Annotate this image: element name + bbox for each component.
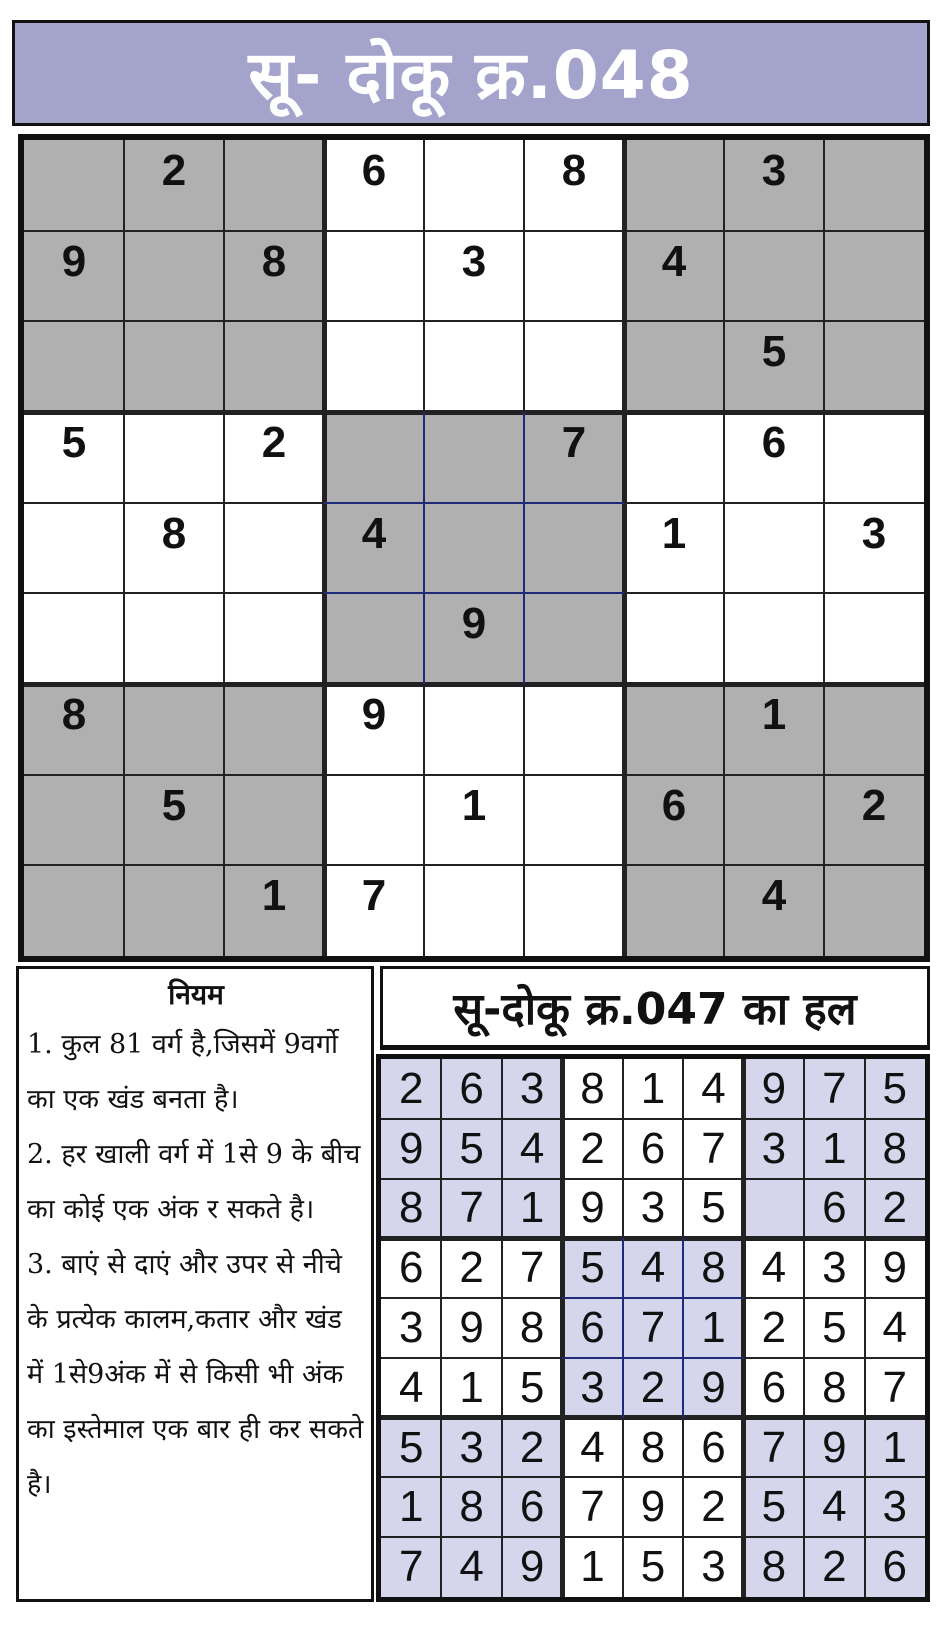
puzzle-grid-line <box>24 682 924 687</box>
puzzle-cell-r2c2 <box>124 231 224 322</box>
solution-cell-r4c3: 7 <box>502 1238 562 1298</box>
puzzle-cell-r2c6 <box>524 231 624 322</box>
solution-cell-r9c8: 2 <box>804 1537 864 1597</box>
sudoku-solution-grid <box>376 1054 930 1602</box>
solution-cell-r2c2: 5 <box>441 1119 501 1179</box>
solution-cell-r9c2: 4 <box>441 1537 501 1597</box>
solution-cell-r3c4: 9 <box>562 1179 622 1239</box>
puzzle-cell-r3c6 <box>524 321 624 412</box>
solution-cell-r6c4: 3 <box>562 1358 622 1418</box>
solution-grid-line <box>381 1536 925 1538</box>
solution-grid-line <box>560 1059 565 1597</box>
solution-cell-r6c6: 9 <box>683 1358 743 1418</box>
puzzle-cell-r4c3: 2 <box>224 412 324 503</box>
puzzle-cell-r5c4: 4 <box>324 503 424 594</box>
puzzle-cell-r6c5: 9 <box>424 593 524 684</box>
solution-cell-r1c4: 8 <box>562 1059 622 1119</box>
solution-cell-r5c3: 8 <box>502 1298 562 1358</box>
puzzle-cell-r3c4 <box>324 321 424 412</box>
puzzle-cell-r8c6 <box>524 775 624 866</box>
solution-cell-r7c8: 9 <box>804 1418 864 1478</box>
solution-cell-r4c7: 4 <box>744 1238 804 1298</box>
puzzle-cell-r7c4: 9 <box>324 684 424 775</box>
solution-cell-r4c6: 8 <box>683 1238 743 1298</box>
solution-cell-r2c3: 4 <box>502 1119 562 1179</box>
solution-cell-r1c6: 4 <box>683 1059 743 1119</box>
solution-cell-r6c2: 1 <box>441 1358 501 1418</box>
puzzle-cell-r2c7: 4 <box>624 231 724 322</box>
puzzle-cell-r6c2 <box>124 593 224 684</box>
solution-cell-r9c6: 3 <box>683 1537 743 1597</box>
puzzle-center-block-line <box>423 412 425 684</box>
puzzle-cell-r2c8 <box>724 231 824 322</box>
solution-cell-r6c3: 5 <box>502 1358 562 1418</box>
solution-cell-r3c9: 2 <box>865 1179 925 1239</box>
puzzle-cell-r6c4 <box>324 593 424 684</box>
solution-cell-r9c4: 1 <box>562 1537 622 1597</box>
puzzle-cell-r1c2: 2 <box>124 140 224 231</box>
solution-cell-r5c5: 7 <box>623 1298 683 1358</box>
puzzle-cell-r2c5: 3 <box>424 231 524 322</box>
puzzle-cell-r1c4: 6 <box>324 140 424 231</box>
solution-cell-r1c7: 9 <box>744 1059 804 1119</box>
puzzle-cell-r1c9 <box>824 140 924 231</box>
solution-title: सू-दोकू क्र.047 का हल <box>380 966 930 1050</box>
puzzle-cell-r5c5 <box>424 503 524 594</box>
solution-cell-r8c7: 5 <box>744 1477 804 1537</box>
solution-cell-r2c8: 1 <box>804 1119 864 1179</box>
puzzle-cell-r4c2 <box>124 412 224 503</box>
solution-cell-r6c5: 2 <box>623 1358 683 1418</box>
solution-cell-r6c9: 7 <box>865 1358 925 1418</box>
puzzle-cell-r3c5 <box>424 321 524 412</box>
puzzle-grid-line <box>24 864 924 866</box>
rule-3: 3. बाएं से दाएं और उपर से नीचे के प्रत्येक कालम,कतार और खंड में 1से9अंक में से किसी भी अंक का इस्तेमाल एक बार ही कर सकते है। <box>27 1249 364 1500</box>
puzzle-cell-r1c6: 8 <box>524 140 624 231</box>
puzzle-cell-r2c1: 9 <box>24 231 124 322</box>
puzzle-cell-r9c2 <box>124 865 224 956</box>
rules-heading: नियम <box>168 978 224 1011</box>
solution-cell-r5c8: 5 <box>804 1298 864 1358</box>
puzzle-cell-r1c7 <box>624 140 724 231</box>
sudoku-puzzle-grid <box>18 134 930 962</box>
solution-cell-r3c5: 3 <box>623 1179 683 1239</box>
solution-cell-r4c4: 5 <box>562 1238 622 1298</box>
solution-cell-r3c8: 6 <box>804 1179 864 1239</box>
puzzle-grid-line <box>123 140 125 956</box>
puzzle-cell-r2c3: 8 <box>224 231 324 322</box>
puzzle-grid-line <box>24 410 924 415</box>
puzzle-grid-line <box>24 230 924 232</box>
puzzle-cell-r3c9 <box>824 321 924 412</box>
solution-cell-r3c3: 1 <box>502 1179 562 1239</box>
solution-grid-line <box>381 1415 925 1420</box>
solution-cell-r8c1: 1 <box>381 1477 441 1537</box>
puzzle-grid-line <box>723 140 725 956</box>
puzzle-cell-r7c6 <box>524 684 624 775</box>
rule-1: 1. कुल 81 वर्ग है,जिसमें 9वर्गो का एक खंड बनता है। <box>27 1029 339 1115</box>
puzzle-cell-r6c8 <box>724 593 824 684</box>
puzzle-center-block-line <box>523 412 525 684</box>
puzzle-cell-r7c8: 1 <box>724 684 824 775</box>
solution-grid-line <box>803 1059 805 1597</box>
solution-grid-line <box>381 1236 925 1241</box>
puzzle-cell-r5c9: 3 <box>824 503 924 594</box>
solution-grid-line <box>864 1059 866 1597</box>
solution-cell-r5c6: 1 <box>683 1298 743 1358</box>
solution-cell-r7c3: 2 <box>502 1418 562 1478</box>
puzzle-cell-r9c9 <box>824 865 924 956</box>
puzzle-grid-line <box>823 140 825 956</box>
solution-cell-r8c5: 9 <box>623 1477 683 1537</box>
puzzle-cell-r7c1: 8 <box>24 684 124 775</box>
puzzle-cell-r1c8: 3 <box>724 140 824 231</box>
puzzle-cell-r4c5 <box>424 412 524 503</box>
solution-cell-r8c4: 7 <box>562 1477 622 1537</box>
puzzle-title: सू- दोकू क्र.048 <box>12 20 930 126</box>
puzzle-cell-r9c8: 4 <box>724 865 824 956</box>
rule-2: 2. हर खाली वर्ग में 1से 9 के बीच का कोई एक अंक र सकते है। <box>27 1139 361 1225</box>
puzzle-cell-r8c8 <box>724 775 824 866</box>
puzzle-cell-r8c5: 1 <box>424 775 524 866</box>
puzzle-cell-r4c9 <box>824 412 924 503</box>
puzzle-cell-r3c3 <box>224 321 324 412</box>
solution-grid-line <box>381 1178 925 1180</box>
solution-cell-r9c9: 6 <box>865 1537 925 1597</box>
solution-cell-r7c6: 6 <box>683 1418 743 1478</box>
solution-grid-line <box>381 1476 925 1478</box>
puzzle-cell-r8c1 <box>24 775 124 866</box>
puzzle-cell-r7c2 <box>124 684 224 775</box>
solution-cell-r1c9: 5 <box>865 1059 925 1119</box>
puzzle-grid-line <box>24 774 924 776</box>
puzzle-cell-r3c1 <box>24 321 124 412</box>
puzzle-cell-r6c1 <box>24 593 124 684</box>
solution-cell-r7c5: 8 <box>623 1418 683 1478</box>
rules-panel <box>16 966 374 1602</box>
solution-cell-r6c1: 4 <box>381 1358 441 1418</box>
solution-cell-r4c2: 2 <box>441 1238 501 1298</box>
solution-cell-r7c9: 1 <box>865 1418 925 1478</box>
solution-cell-r3c7 <box>744 1179 804 1239</box>
solution-cell-r3c2: 7 <box>441 1179 501 1239</box>
solution-cell-r4c8: 3 <box>804 1238 864 1298</box>
puzzle-cell-r6c7 <box>624 593 724 684</box>
solution-cell-r2c5: 6 <box>623 1119 683 1179</box>
puzzle-cell-r8c9: 2 <box>824 775 924 866</box>
puzzle-cell-r2c9 <box>824 231 924 322</box>
puzzle-cell-r4c1: 5 <box>24 412 124 503</box>
solution-cell-r8c9: 3 <box>865 1477 925 1537</box>
puzzle-cell-r3c7 <box>624 321 724 412</box>
puzzle-cell-r9c4: 7 <box>324 865 424 956</box>
solution-cell-r3c6: 5 <box>683 1179 743 1239</box>
puzzle-cell-r1c1 <box>24 140 124 231</box>
solution-center-block-line <box>562 1297 743 1299</box>
solution-cell-r7c7: 7 <box>744 1418 804 1478</box>
solution-cell-r8c2: 8 <box>441 1477 501 1537</box>
puzzle-cell-r7c5 <box>424 684 524 775</box>
puzzle-center-block-line <box>324 502 624 504</box>
puzzle-cell-r3c2 <box>124 321 224 412</box>
solution-cell-r2c6: 7 <box>683 1119 743 1179</box>
puzzle-cell-r9c1 <box>24 865 124 956</box>
puzzle-cell-r8c4 <box>324 775 424 866</box>
puzzle-cell-r4c6: 7 <box>524 412 624 503</box>
puzzle-cell-r8c2: 5 <box>124 775 224 866</box>
puzzle-grid-line <box>622 140 627 956</box>
solution-grid-line <box>741 1059 746 1597</box>
solution-cell-r7c2: 3 <box>441 1418 501 1478</box>
solution-cell-r2c9: 8 <box>865 1119 925 1179</box>
puzzle-cell-r1c5 <box>424 140 524 231</box>
solution-cell-r1c3: 3 <box>502 1059 562 1119</box>
solution-cell-r7c4: 4 <box>562 1418 622 1478</box>
solution-cell-r9c5: 5 <box>623 1537 683 1597</box>
puzzle-cell-r7c7 <box>624 684 724 775</box>
solution-cell-r4c5: 4 <box>623 1238 683 1298</box>
solution-center-block-line <box>562 1357 743 1359</box>
solution-center-block-line <box>622 1238 624 1417</box>
solution-cell-r2c7: 3 <box>744 1119 804 1179</box>
solution-grid-line <box>440 1059 442 1597</box>
solution-cell-r5c9: 4 <box>865 1298 925 1358</box>
solution-cell-r1c2: 6 <box>441 1059 501 1119</box>
solution-cell-r8c6: 2 <box>683 1477 743 1537</box>
puzzle-cell-r6c6 <box>524 593 624 684</box>
puzzle-cell-r5c7: 1 <box>624 503 724 594</box>
solution-cell-r9c7: 8 <box>744 1537 804 1597</box>
puzzle-cell-r6c3 <box>224 593 324 684</box>
puzzle-cell-r5c3 <box>224 503 324 594</box>
puzzle-grid-line <box>24 320 924 322</box>
puzzle-grid-line <box>322 140 327 956</box>
solution-cell-r1c1: 2 <box>381 1059 441 1119</box>
puzzle-cell-r2c4 <box>324 231 424 322</box>
puzzle-cell-r5c1 <box>24 503 124 594</box>
puzzle-cell-r5c8 <box>724 503 824 594</box>
puzzle-cell-r9c5 <box>424 865 524 956</box>
puzzle-cell-r9c7 <box>624 865 724 956</box>
solution-center-block-line <box>682 1238 684 1417</box>
solution-cell-r8c8: 4 <box>804 1477 864 1537</box>
solution-cell-r9c1: 7 <box>381 1537 441 1597</box>
puzzle-cell-r7c9 <box>824 684 924 775</box>
solution-cell-r5c7: 2 <box>744 1298 804 1358</box>
puzzle-cell-r6c9 <box>824 593 924 684</box>
puzzle-cell-r7c3 <box>224 684 324 775</box>
solution-cell-r6c8: 8 <box>804 1358 864 1418</box>
solution-grid-line <box>381 1118 925 1120</box>
puzzle-grid-line <box>223 140 225 956</box>
puzzle-cell-r8c7: 6 <box>624 775 724 866</box>
solution-cell-r5c4: 6 <box>562 1298 622 1358</box>
solution-cell-r1c5: 1 <box>623 1059 683 1119</box>
solution-cell-r2c1: 9 <box>381 1119 441 1179</box>
solution-cell-r3c1: 8 <box>381 1179 441 1239</box>
solution-cell-r1c8: 7 <box>804 1059 864 1119</box>
solution-cell-r4c9: 9 <box>865 1238 925 1298</box>
solution-cell-r9c3: 9 <box>502 1537 562 1597</box>
solution-cell-r8c3: 6 <box>502 1477 562 1537</box>
solution-grid-line <box>501 1059 503 1597</box>
solution-cell-r5c2: 9 <box>441 1298 501 1358</box>
puzzle-cell-r5c2: 8 <box>124 503 224 594</box>
puzzle-cell-r8c3 <box>224 775 324 866</box>
puzzle-cell-r4c4 <box>324 412 424 503</box>
puzzle-cell-r5c6 <box>524 503 624 594</box>
puzzle-cell-r9c3: 1 <box>224 865 324 956</box>
puzzle-cell-r3c8: 5 <box>724 321 824 412</box>
solution-cell-r5c1: 3 <box>381 1298 441 1358</box>
puzzle-center-block-line <box>324 592 624 594</box>
puzzle-cell-r4c7 <box>624 412 724 503</box>
puzzle-cell-r4c8: 6 <box>724 412 824 503</box>
solution-cell-r7c1: 5 <box>381 1418 441 1478</box>
solution-cell-r2c4: 2 <box>562 1119 622 1179</box>
solution-cell-r4c1: 6 <box>381 1238 441 1298</box>
puzzle-cell-r1c3 <box>224 140 324 231</box>
solution-cell-r6c7: 6 <box>744 1358 804 1418</box>
puzzle-cell-r9c6 <box>524 865 624 956</box>
